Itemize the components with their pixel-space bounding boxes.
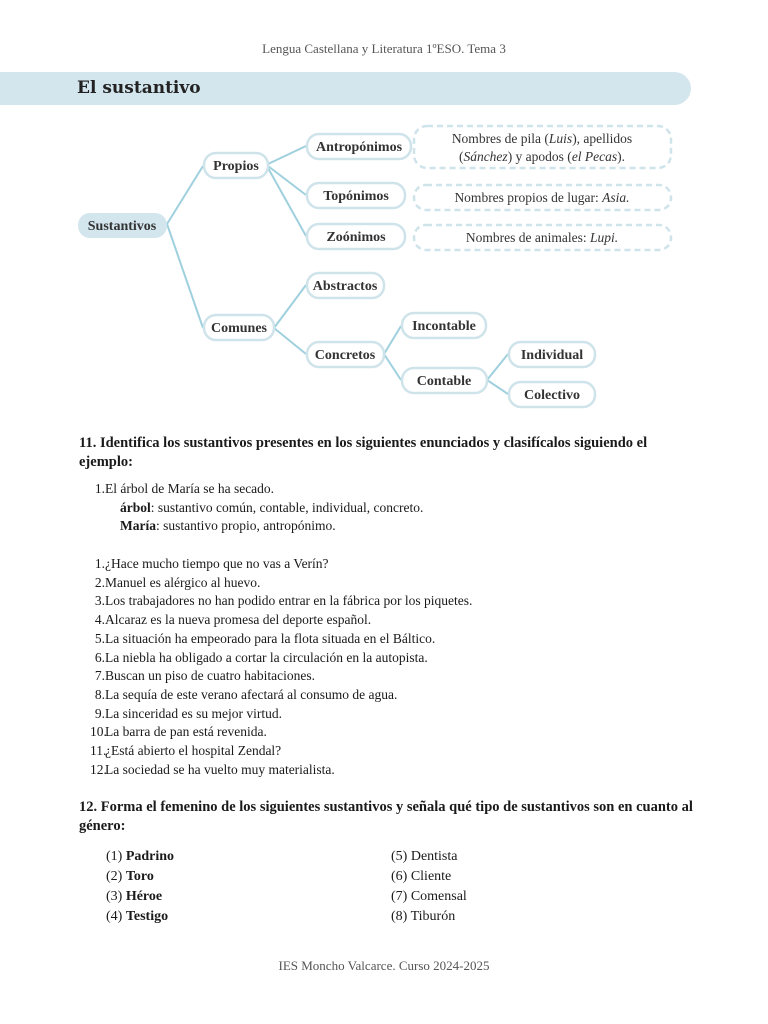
gender-item-word: Padrino [125, 849, 175, 864]
desc-antroponimos-line2: (Sánchez) y apodos (el Pecas). [458, 149, 626, 164]
noun-classification-diagram [0, 118, 768, 418]
gender-item-number: (5) [391, 849, 411, 864]
node-toponimos-label: Topónimos [323, 189, 389, 204]
gender-item-number: (2) [106, 869, 126, 884]
list-item-number: 2. [94, 574, 105, 590]
list-item [90, 592, 472, 611]
gender-item-word: Comensal [410, 889, 467, 904]
list-item [90, 686, 472, 705]
node-abstractos-label: Abstractos [312, 279, 378, 294]
list-item [90, 742, 472, 761]
node-incontable-label: Incontable [412, 319, 476, 334]
list-item-text: Alcaraz es la nueva promesa del deporte español. [105, 612, 372, 628]
list-item-text: ¿Hace mucho tiempo que no vas a Verín? [105, 556, 329, 571]
example-answer-2: María: sustantivo propio, antropónimo. [120, 518, 336, 534]
gender-item-word: Testigo [125, 909, 169, 924]
exercise-11-example [90, 480, 423, 536]
running-header: Lengua Castellana y Literatura 1ºESO. Tema 3 [262, 41, 506, 56]
list-item [90, 705, 472, 724]
list-item-number: 6. [94, 649, 105, 665]
list-item-number: 7. [94, 668, 105, 684]
gender-column-left [106, 847, 174, 927]
example-text: El árbol de María se ha secado. [105, 481, 275, 496]
list-item-text: La niebla ha obligado a cortar la circulación en la autopista. [105, 649, 428, 665]
gender-item-number: (6) [391, 869, 411, 884]
node-contable-label: Contable [416, 374, 472, 389]
exercise-11-question: 11. Identifica los sustantivos presentes en los siguientes enunciados y clasifícalos siguiendo el ejemplo: [79, 435, 648, 470]
page-footer: IES Moncho Valcarce. Curso 2024-2025 [278, 958, 490, 973]
gender-item [106, 887, 174, 907]
gender-item-word: Tiburón [410, 909, 456, 924]
list-item-text: La situación ha empeorado para la flota situada en el Báltico. [105, 630, 436, 646]
desc-antroponimos-line1: Nombres de pila (Luis), apellidos [451, 131, 633, 146]
list-item-number: 4. [94, 612, 105, 628]
exercise-12-question: 12. Forma el femenino de los siguientes sustantivos y señala qué tipo de sustantivos son en cuanto al género: [79, 799, 693, 834]
gender-item [391, 887, 467, 907]
desc-toponimos: Nombres propios de lugar: Asia. [454, 190, 630, 205]
node-individual-label: Individual [520, 348, 584, 363]
gender-item-number: (1) [106, 849, 126, 864]
gender-item-word: Cliente [410, 869, 452, 884]
gender-item-word: Dentista [410, 849, 458, 864]
list-item [90, 611, 472, 630]
example-sentence [90, 480, 423, 499]
list-item [90, 555, 472, 574]
list-item-number: 3. [94, 593, 105, 609]
list-item-number: 5. [94, 630, 105, 646]
list-item [90, 649, 472, 668]
list-item-text: La barra de pan está revenida. [105, 724, 267, 740]
list-item [90, 630, 472, 649]
node-zoonimos-label: Zoónimos [326, 230, 386, 245]
gender-item-number: (4) [106, 909, 126, 924]
list-item [90, 761, 472, 780]
node-sustantivos-label: Sustantivos [87, 219, 157, 234]
gender-item [391, 867, 467, 887]
node-colectivo-label: Colectivo [524, 388, 580, 403]
gender-item [391, 907, 467, 927]
gender-item [106, 907, 174, 927]
gender-column-right [391, 847, 467, 927]
gender-item-number: (3) [106, 889, 126, 904]
gender-item-word: Héroe [125, 889, 163, 904]
node-comunes-label: Comunes [210, 321, 268, 336]
list-item-text: La sinceridad es su mejor virtud. [105, 705, 282, 721]
list-item [90, 574, 472, 593]
gender-item-number: (8) [391, 909, 411, 924]
list-item-text: Los trabajadores no han podido entrar en la fábrica por los piquetes. [105, 593, 473, 609]
page-title: El sustantivo [77, 78, 201, 98]
list-item-number: 11. [90, 743, 107, 759]
gender-item [391, 847, 467, 867]
list-item-text: Buscan un piso de cuatro habitaciones. [105, 668, 315, 684]
gender-item-word: Toro [125, 869, 154, 884]
gender-item [106, 847, 174, 867]
list-item-number: 10. [90, 724, 107, 740]
list-item-number: 9. [94, 705, 105, 721]
list-item-number: 8. [94, 686, 105, 702]
gender-item [106, 867, 174, 887]
example-number: 1. [94, 481, 105, 496]
list-item-text: Manuel es alérgico al huevo. [105, 574, 261, 590]
list-item-text: La sociedad se ha vuelto muy materialista. [105, 761, 335, 777]
node-propios-label: Propios [213, 159, 259, 174]
node-concretos-label: Concretos [314, 348, 376, 363]
title-band [0, 72, 691, 105]
list-item-number: 12. [90, 761, 107, 777]
node-antroponimos-label: Antropónimos [315, 140, 403, 155]
list-item-number: 1. [94, 556, 105, 571]
list-item-text: La sequía de este verano afectará al consumo de agua. [105, 686, 398, 702]
example-answer-1: árbol: sustantivo común, contable, individual, concreto. [120, 499, 424, 515]
gender-item-number: (7) [391, 889, 411, 904]
desc-zoonimos: Nombres de animales: Lupi. [465, 230, 619, 245]
list-item [90, 667, 472, 686]
list-item [90, 723, 472, 742]
exercise-11-list [90, 555, 472, 779]
list-item-text: ¿Está abierto el hospital Zendal? [105, 743, 282, 759]
